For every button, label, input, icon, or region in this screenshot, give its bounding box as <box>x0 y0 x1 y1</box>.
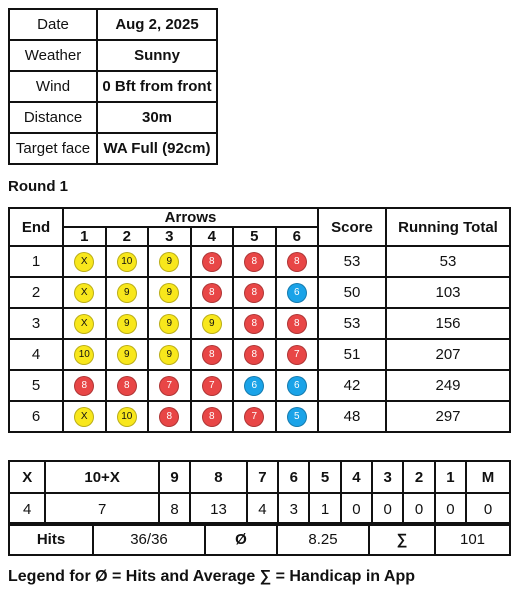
legend-text: Legend for Ø = Hits and Average ∑ = Handicap in App <box>8 568 416 585</box>
end-score: 42 <box>318 370 386 401</box>
sum-symbol: ∑ <box>369 523 435 555</box>
count-header: 7 <box>247 461 278 493</box>
end-number: 4 <box>9 339 63 370</box>
count-header: 5 <box>309 461 340 493</box>
arrow-cell <box>63 370 106 401</box>
arrow-number-header: 1 <box>63 227 106 246</box>
count-header: 6 <box>278 461 309 493</box>
arrow-cell <box>63 246 106 277</box>
arrow-cell <box>191 339 234 370</box>
arrow-cell <box>233 308 276 339</box>
arrow-cell <box>276 246 319 277</box>
arrow-score-dot: 9 <box>159 345 179 365</box>
running-total-header: Running Total <box>386 208 510 246</box>
end-row <box>9 277 510 308</box>
session-info-table <box>8 8 218 165</box>
arrow-score-dot: 6 <box>287 283 307 303</box>
count-header: 8 <box>190 461 247 493</box>
arrow-cell <box>63 339 106 370</box>
arrow-number-header: 6 <box>276 227 319 246</box>
hits-value: 36/36 <box>93 523 205 555</box>
running-total: 207 <box>386 339 510 370</box>
info-row <box>9 133 217 164</box>
arrow-score-dot: 8 <box>202 407 222 427</box>
info-label: Target face <box>9 133 97 164</box>
arrow-cell <box>276 277 319 308</box>
end-number: 1 <box>9 246 63 277</box>
arrow-cell <box>233 246 276 277</box>
arrow-score-dot: 6 <box>244 376 264 396</box>
arrow-score-dot: X <box>74 314 94 334</box>
info-label: Date <box>9 9 97 40</box>
hits-label: Hits <box>9 523 93 555</box>
count-header: 2 <box>403 461 434 493</box>
arrow-score-dot: 10 <box>117 407 137 427</box>
count-value: 1 <box>309 493 340 525</box>
arrow-cell <box>106 277 149 308</box>
arrow-score-dot: 8 <box>202 252 222 272</box>
info-value: 0 Bft from front <box>97 71 217 102</box>
count-value: 0 <box>403 493 434 525</box>
running-total: 53 <box>386 246 510 277</box>
info-row <box>9 40 217 71</box>
arrow-cell <box>191 308 234 339</box>
arrow-cell <box>276 339 319 370</box>
arrow-cell <box>63 401 106 432</box>
arrow-number-header: 2 <box>106 227 149 246</box>
arrow-score-dot: 8 <box>244 345 264 365</box>
end-score: 51 <box>318 339 386 370</box>
arrow-number-header: 5 <box>233 227 276 246</box>
count-header: 3 <box>372 461 403 493</box>
arrow-cell <box>233 370 276 401</box>
arrow-score-dot: 6 <box>287 376 307 396</box>
arrows-header: Arrows <box>63 208 318 227</box>
arrow-cell <box>63 308 106 339</box>
arrow-cell <box>148 246 191 277</box>
arrow-score-dot: 8 <box>244 283 264 303</box>
count-value: 0 <box>466 493 510 525</box>
arrow-score-dot: 8 <box>74 376 94 396</box>
count-value: 8 <box>159 493 190 525</box>
average-symbol: Ø <box>205 523 277 555</box>
arrow-cell <box>106 246 149 277</box>
scores-table <box>8 207 511 433</box>
arrow-cell <box>191 277 234 308</box>
info-row <box>9 9 217 40</box>
score-counts-table <box>8 460 511 526</box>
arrow-score-dot: 9 <box>117 283 137 303</box>
arrow-cell <box>191 370 234 401</box>
count-header: 1 <box>435 461 466 493</box>
arrow-score-dot: 9 <box>117 314 137 334</box>
arrow-score-dot: 7 <box>159 376 179 396</box>
arrow-score-dot: 5 <box>287 407 307 427</box>
arrow-score-dot: X <box>74 252 94 272</box>
arrow-score-dot: 9 <box>159 252 179 272</box>
arrow-cell <box>106 401 149 432</box>
count-header: 4 <box>341 461 372 493</box>
count-value: 0 <box>372 493 403 525</box>
arrow-cell <box>106 339 149 370</box>
summary-table <box>8 522 511 556</box>
arrow-number-header: 3 <box>148 227 191 246</box>
arrow-score-dot: 8 <box>244 314 264 334</box>
running-total: 103 <box>386 277 510 308</box>
end-score: 48 <box>318 401 386 432</box>
running-total: 156 <box>386 308 510 339</box>
arrow-score-dot: 10 <box>117 252 137 272</box>
arrow-cell <box>191 246 234 277</box>
end-score: 53 <box>318 246 386 277</box>
info-row <box>9 71 217 102</box>
arrow-cell <box>276 370 319 401</box>
end-score: 50 <box>318 277 386 308</box>
arrow-score-dot: 8 <box>117 376 137 396</box>
average-value: 8.25 <box>277 523 369 555</box>
arrow-score-dot: 7 <box>202 376 222 396</box>
arrow-score-dot: 8 <box>287 252 307 272</box>
info-value: Aug 2, 2025 <box>97 9 217 40</box>
running-total: 249 <box>386 370 510 401</box>
count-value: 4 <box>247 493 278 525</box>
arrow-score-dot: X <box>74 407 94 427</box>
arrow-score-dot: 8 <box>244 252 264 272</box>
arrow-cell <box>233 401 276 432</box>
arrow-cell <box>148 308 191 339</box>
end-score: 53 <box>318 308 386 339</box>
arrow-score-dot: 9 <box>159 314 179 334</box>
count-value: 7 <box>45 493 158 525</box>
end-number: 6 <box>9 401 63 432</box>
arrow-score-dot: X <box>74 283 94 303</box>
arrow-score-dot: 10 <box>74 345 94 365</box>
round-title: Round 1 <box>8 178 68 195</box>
info-label: Distance <box>9 102 97 133</box>
arrow-score-dot: 8 <box>202 283 222 303</box>
info-label: Weather <box>9 40 97 71</box>
count-header: 9 <box>159 461 190 493</box>
score-header: Score <box>318 208 386 246</box>
end-row <box>9 370 510 401</box>
end-number: 5 <box>9 370 63 401</box>
arrow-score-dot: 7 <box>244 407 264 427</box>
info-label: Wind <box>9 71 97 102</box>
arrow-cell <box>148 277 191 308</box>
count-header: X <box>9 461 45 493</box>
end-row <box>9 339 510 370</box>
arrow-score-dot: 9 <box>159 283 179 303</box>
count-value: 0 <box>435 493 466 525</box>
arrow-cell <box>276 401 319 432</box>
count-header: M <box>466 461 510 493</box>
end-row <box>9 308 510 339</box>
arrow-score-dot: 8 <box>159 407 179 427</box>
arrow-score-dot: 9 <box>202 314 222 334</box>
end-row <box>9 401 510 432</box>
arrow-cell <box>148 370 191 401</box>
arrow-cell <box>148 339 191 370</box>
count-value: 4 <box>9 493 45 525</box>
arrow-number-header: 4 <box>191 227 234 246</box>
arrow-cell <box>106 308 149 339</box>
arrow-score-dot: 9 <box>117 345 137 365</box>
arrow-score-dot: 8 <box>287 314 307 334</box>
info-value: Sunny <box>97 40 217 71</box>
count-value: 3 <box>278 493 309 525</box>
end-header: End <box>9 208 63 246</box>
count-value: 13 <box>190 493 247 525</box>
arrow-cell <box>233 277 276 308</box>
arrow-score-dot: 8 <box>202 345 222 365</box>
info-value: 30m <box>97 102 217 133</box>
count-header: 10+X <box>45 461 158 493</box>
end-number: 2 <box>9 277 63 308</box>
arrow-cell <box>191 401 234 432</box>
end-row <box>9 246 510 277</box>
arrow-score-dot: 7 <box>287 345 307 365</box>
end-number: 3 <box>9 308 63 339</box>
count-value: 0 <box>341 493 372 525</box>
arrow-cell <box>276 308 319 339</box>
arrow-cell <box>63 277 106 308</box>
info-value: WA Full (92cm) <box>97 133 217 164</box>
sum-value: 101 <box>435 523 510 555</box>
arrow-cell <box>106 370 149 401</box>
arrow-cell <box>148 401 191 432</box>
arrow-cell <box>233 339 276 370</box>
running-total: 297 <box>386 401 510 432</box>
info-row <box>9 102 217 133</box>
